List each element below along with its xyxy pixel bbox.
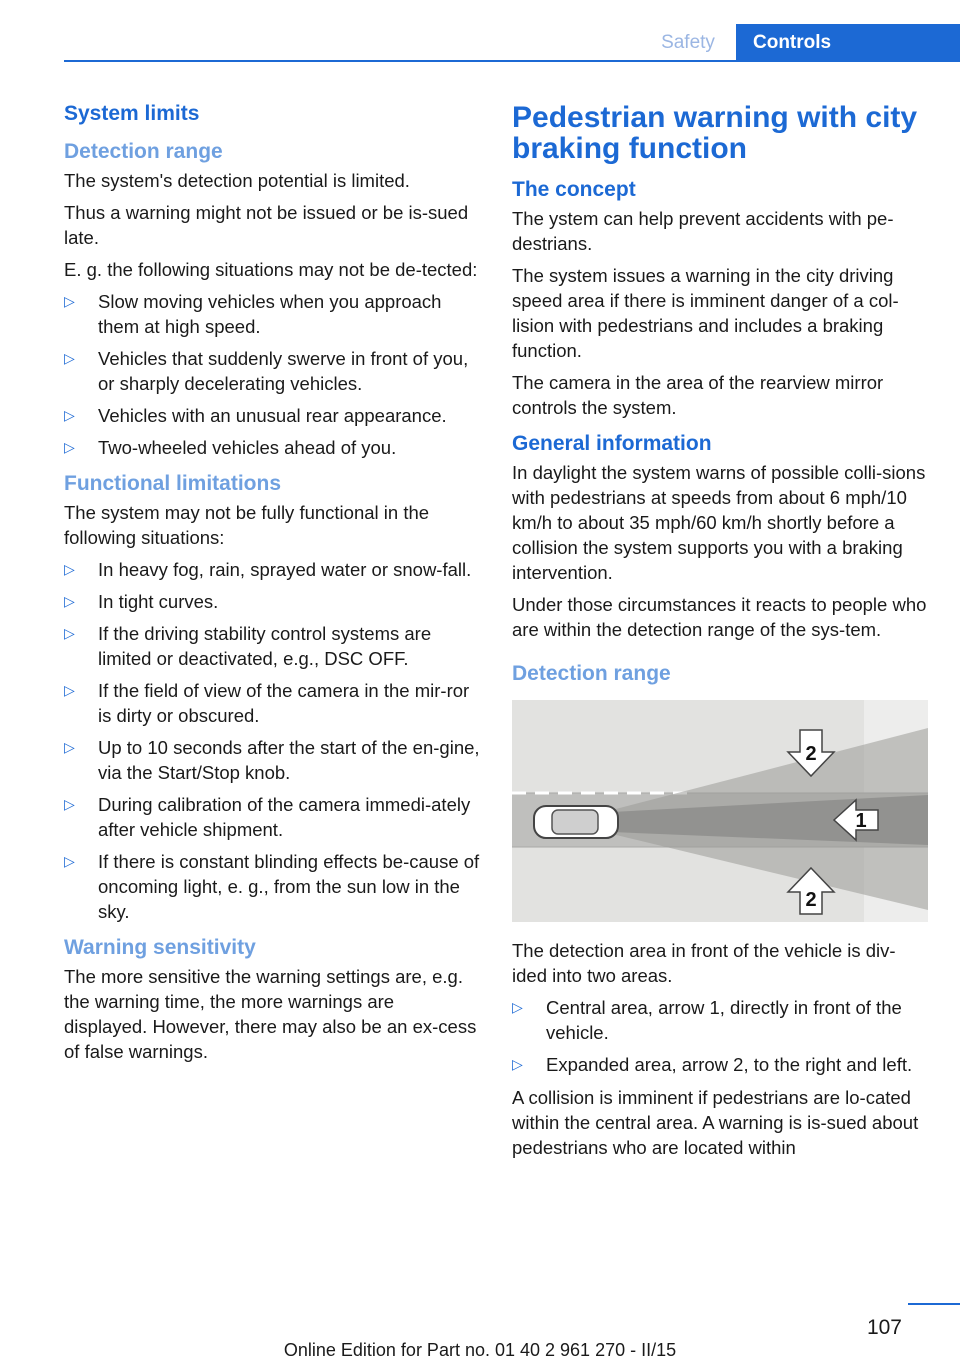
arrow-top-label: 2	[805, 743, 817, 765]
list-item-text: If the field of view of the camera in the mir-ror is dirty or obscured.	[98, 680, 470, 726]
paragraph: The more sensitive the warning settings are, e.g. the warning time, the more warnings are displayed. However, there may also be an ex-cess of false warnings.	[64, 966, 477, 1062]
paragraph: The camera in the area of the rearview mirror controls the system.	[512, 372, 884, 418]
paragraph: The system issues a warning in the city driving speed area if there is imminent danger of a col-lision with pedestrians and includes a braking function.	[512, 265, 899, 361]
triangle-bullet-icon: ▷	[64, 682, 75, 698]
list-item	[64, 621, 482, 671]
list-item	[64, 403, 482, 428]
list-item	[64, 289, 482, 339]
list-item-text: Expanded area, arrow 2, to the right and left.	[546, 1054, 913, 1075]
heading-general-information: General information	[512, 432, 712, 455]
triangle-bullet-icon: ▷	[64, 561, 75, 577]
edition-line: Online Edition for Part no. 01 40 2 961 270 - II/15	[283, 1340, 677, 1360]
list-item-text: Up to 10 seconds after the start of the en-gine, via the Start/Stop knob.	[98, 737, 480, 783]
header-tab-safety: Safety	[661, 32, 715, 53]
triangle-bullet-icon: ▷	[64, 439, 75, 455]
left-column	[64, 96, 482, 1071]
arrow-center-label: 1	[855, 810, 867, 832]
triangle-bullet-icon: ▷	[64, 593, 75, 609]
list-item	[64, 678, 482, 728]
paragraph: In daylight the system warns of possible colli-sions with pedestrians at speeds from about 6 mph/10 km/h to about 35 mph/60 km/h shortly before a collision the system supports you with a braking intervention.	[512, 462, 926, 583]
triangle-bullet-icon: ▷	[64, 739, 75, 755]
paragraph: The ystem can help prevent accidents with pe-destrians.	[512, 208, 894, 254]
heading-detection-range-right: Detection range	[512, 662, 671, 685]
header-rule	[64, 60, 960, 62]
list-item-text: If the driving stability control systems are limited or deactivated, e.g., DSC OFF.	[98, 623, 432, 669]
page-number: 107	[866, 1316, 902, 1339]
list-item-text: In tight curves.	[98, 591, 219, 612]
list-functional-limits	[64, 557, 482, 924]
triangle-bullet-icon: ▷	[64, 796, 75, 812]
list-item-text: Slow moving vehicles when you approach them at high speed.	[98, 291, 442, 337]
detection-range-illustration	[512, 700, 928, 922]
paragraph: Thus a warning might not be issued or be is-sued late.	[64, 202, 469, 248]
road-diagram	[512, 700, 928, 922]
list-item-text: If there is constant blinding effects be-cause of oncoming light, e. g., from the sun low in the sky.	[98, 851, 480, 922]
paragraph: The system may not be fully functional in the following situations:	[64, 502, 430, 548]
list-item	[512, 995, 928, 1045]
list-item-text: During calibration of the camera immedi-ately after vehicle shipment.	[98, 794, 471, 840]
footer-rule	[908, 1303, 960, 1305]
triangle-bullet-icon: ▷	[64, 293, 75, 309]
list-item-text: Vehicles with an unusual rear appearance.	[98, 405, 447, 426]
list-detection-limits	[64, 289, 482, 460]
heading-detection-range: Detection range	[64, 140, 223, 163]
paragraph: The system's detection potential is limited.	[64, 170, 410, 191]
list-detection-areas	[512, 995, 928, 1077]
list-item	[64, 735, 482, 785]
list-item	[512, 1052, 928, 1077]
triangle-bullet-icon: ▷	[512, 999, 523, 1015]
triangle-bullet-icon: ▷	[64, 350, 75, 366]
triangle-bullet-icon: ▷	[512, 1056, 523, 1072]
list-item-text: Central area, arrow 1, directly in front of the vehicle.	[546, 997, 902, 1043]
right-column	[512, 96, 928, 1167]
paragraph: Under those circumstances it reacts to people who are within the detection range of the sys-tem.	[512, 594, 927, 640]
paragraph: E. g. the following situations may not be de-tected:	[64, 259, 478, 280]
paragraph: A collision is imminent if pedestrians are lo-cated within the central area. A warning is is-sued about pedestrians who are located within	[512, 1087, 919, 1158]
heading-the-concept: The concept	[512, 178, 636, 201]
triangle-bullet-icon: ▷	[64, 407, 75, 423]
list-item-text: Two-wheeled vehicles ahead of you.	[98, 437, 397, 458]
header-tab-controls: Controls	[736, 24, 960, 62]
list-item-text: Vehicles that suddenly swerve in front of you, or sharply decelerating vehicles.	[98, 348, 469, 394]
list-item	[64, 346, 482, 396]
arrow-bottom-label: 2	[805, 889, 817, 911]
vehicle-icon	[534, 806, 618, 838]
list-item	[64, 557, 482, 582]
list-item	[64, 849, 482, 924]
heading-warning-sensitivity: Warning sensitivity	[64, 936, 256, 959]
heading-functional-limitations: Functional limitations	[64, 472, 282, 495]
triangle-bullet-icon: ▷	[64, 853, 75, 869]
section-title-pedestrian-warning: Pedestrian warning with city braking function	[512, 101, 918, 165]
list-item	[64, 792, 482, 842]
section-title-system-limits: System limits	[64, 102, 200, 125]
triangle-bullet-icon: ▷	[64, 625, 75, 641]
list-item	[64, 589, 482, 614]
list-item-text: In heavy fog, rain, sprayed water or snow-fall.	[98, 559, 472, 580]
paragraph: The detection area in front of the vehicle is div-ided into two areas.	[512, 940, 896, 986]
list-item	[64, 435, 482, 460]
